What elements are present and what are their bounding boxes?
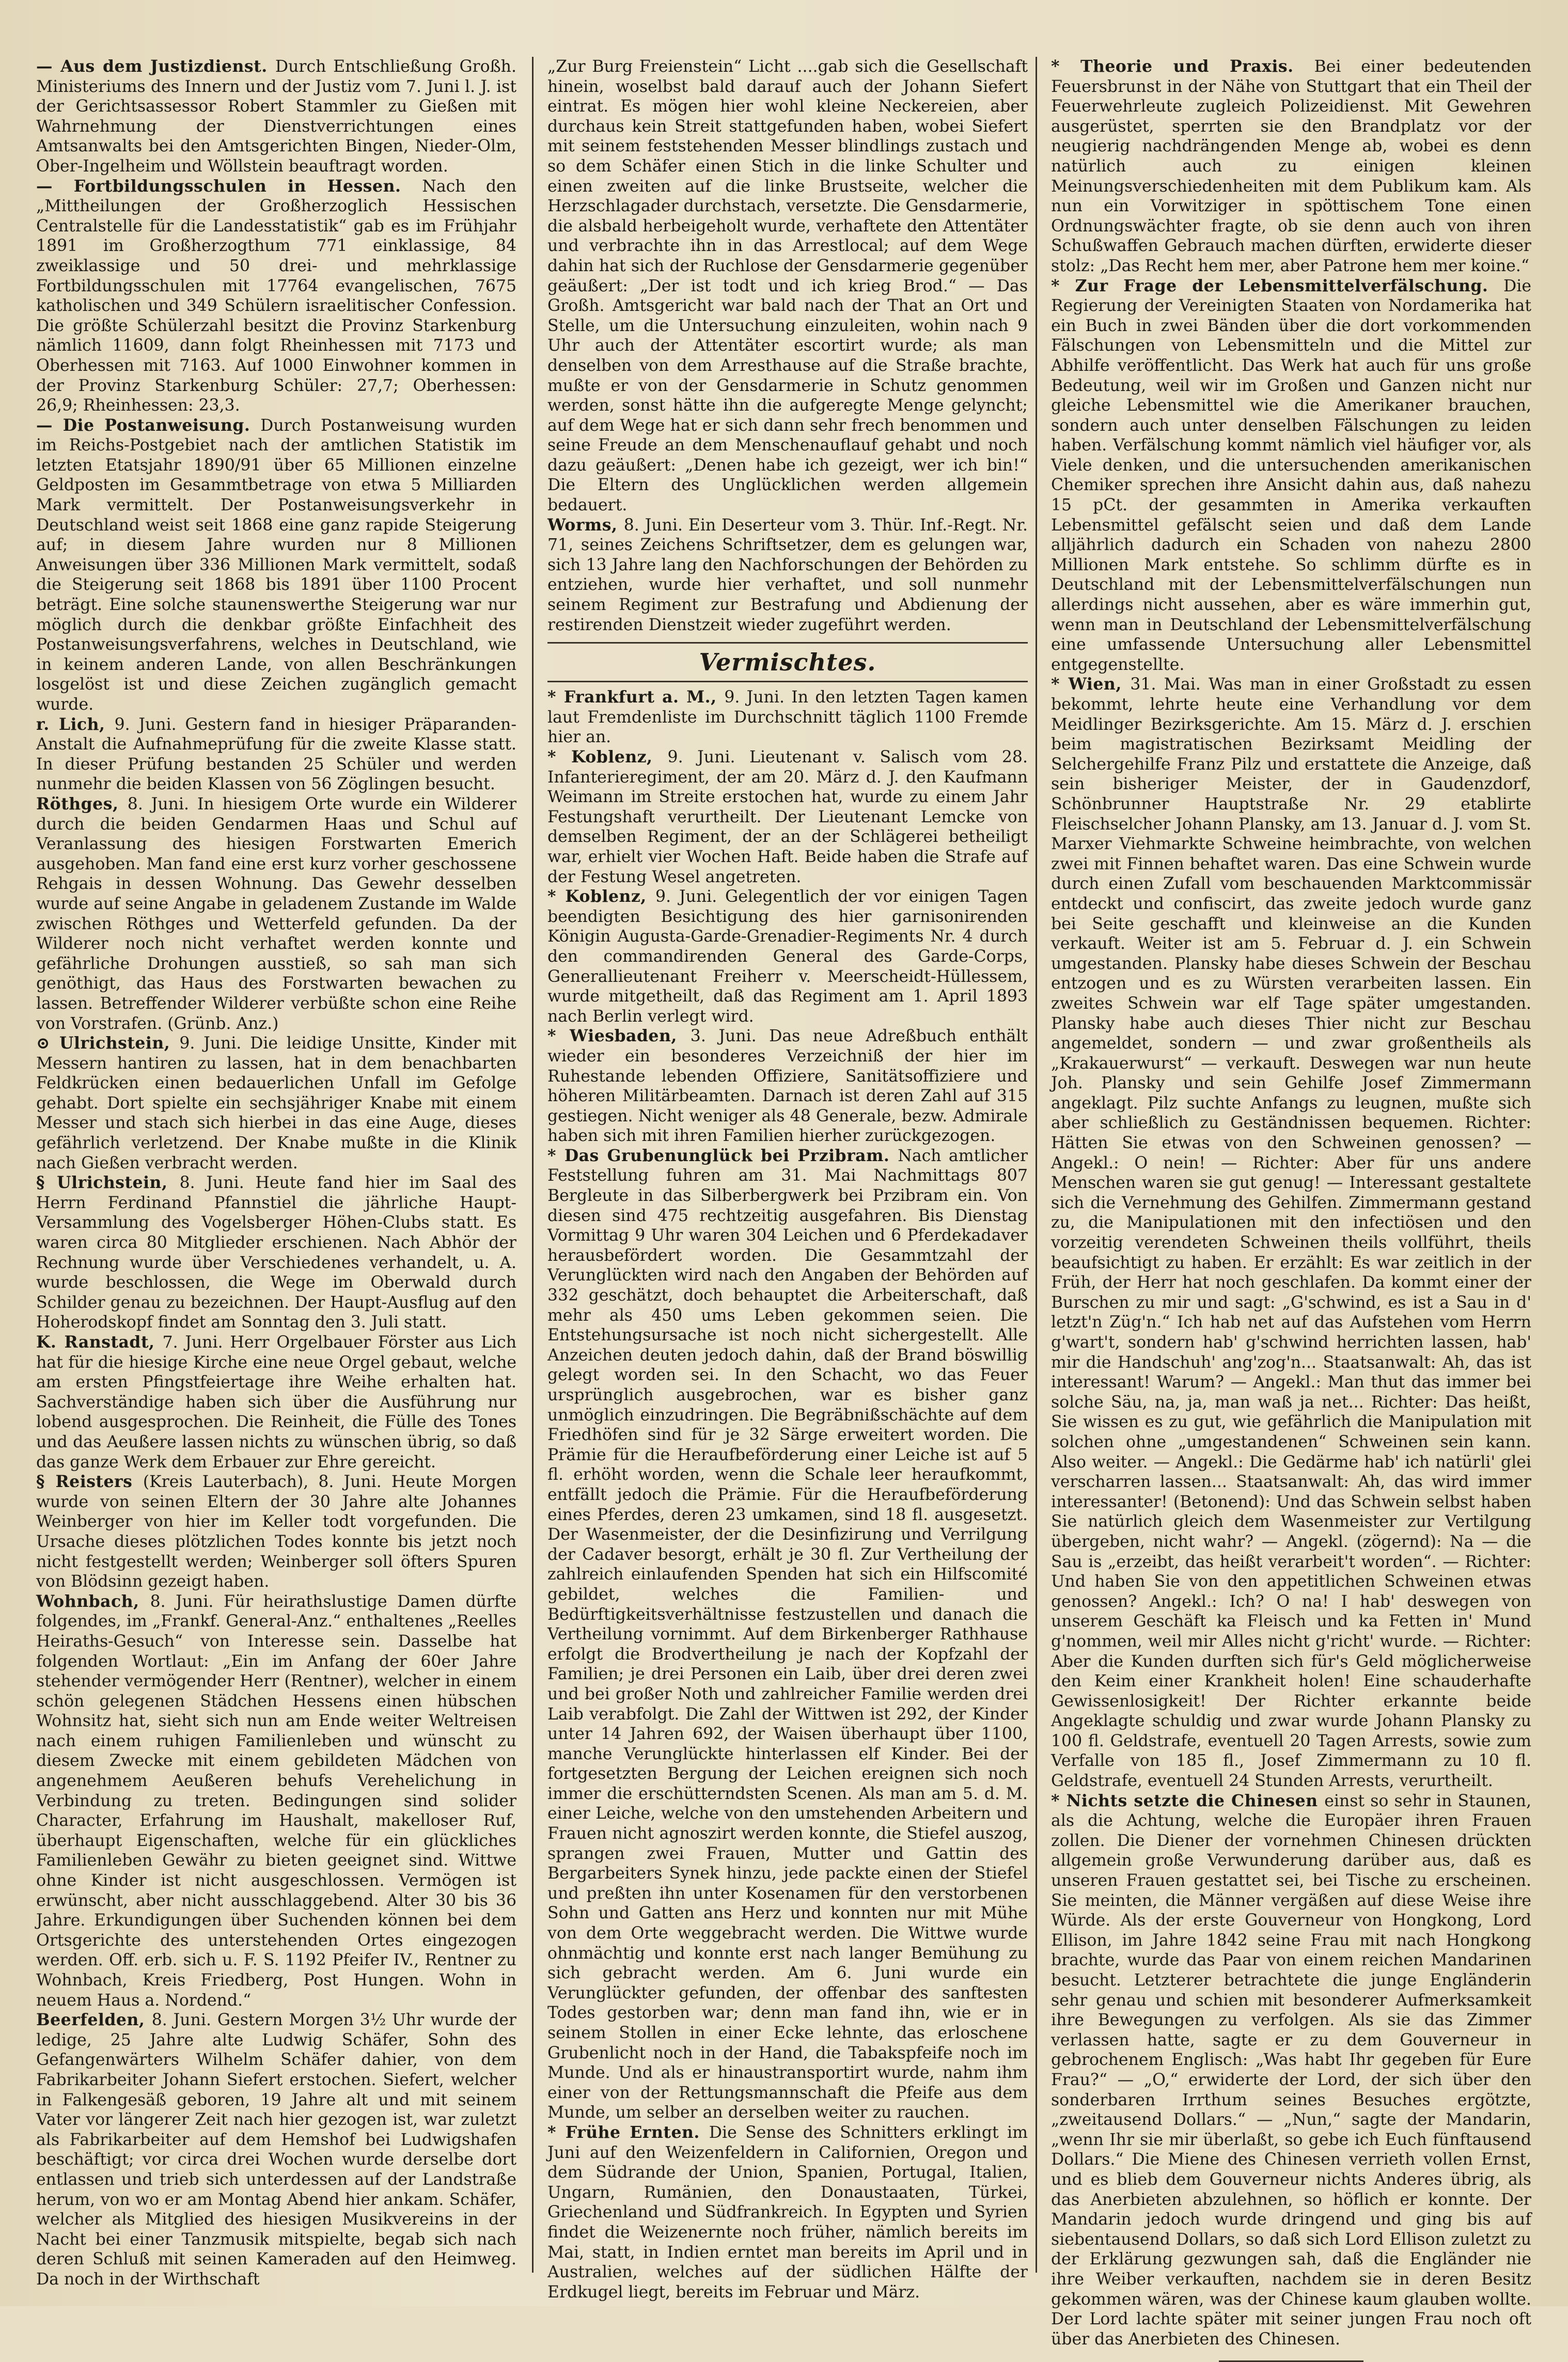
article-heading: * Nichts setzte die Chinesen xyxy=(1051,1791,1325,1810)
article xyxy=(547,515,1028,635)
article-text: 8. Juni. Heute fand hier im Saal des Herrn Ferdinand Pfannstiel die jährliche Haupt-Versammlung des Vogelsberger Höhen-Clubs statt. Es waren circa 80 Mitglieder erschienen. Nach Abhör der Rechnung wurde über Verschiedenes verhandelt, u. A. wurde beschlossen, die Wege im Oberwald durch Schilder genau zu bezeichnen. Der Haupt-Ausflug auf den Hoherodskopf findet am Sonntag den 3. Juli statt. xyxy=(36,1174,516,1332)
article-heading: * Das Grubenunglück bei Przibram. xyxy=(547,1146,898,1165)
article xyxy=(36,2010,516,2289)
article-heading: — Aus dem Justizdienst. xyxy=(36,57,275,76)
article-heading: * Frühe Ernten. xyxy=(547,2122,709,2142)
article xyxy=(36,57,516,177)
article-text: 9. Juni. In den letzten Tagen kamen laut Fremdenliste im Durchschnitt täglich 1100 Fremde hier an. xyxy=(547,688,1028,747)
article xyxy=(1051,276,1531,675)
article-text: Nach amtlicher Feststellung fuhren am 31. Mai Nachmittags 807 Bergleute in das Silberbergwerk bei Przibram ein. Von diesen sind 475 rechtzeitig ausgefahren. Bis Dienstag Vormittag 9 Uhr waren 304 Leichen und 6 Pferdekadaver herausbefördert worden. Die Gesammtzahl der Verunglückten wird nach den Angaben der Behörden auf 332 geschätzt, doch behauptet die Arbeiterschaft, daß mehr als 450 ums Leben gekommen seien. Die Entstehungsursache ist noch nicht sichergestellt. Alle Anzeichen deuten jedoch dahin, daß der Brand böswillig gelegt worden sei. In den Schacht, wo das Feuer ursprünglich ausgebrochen, war es bisher ganz unmöglich einzudringen. Die Begräbnißschächte auf dem Friedhöfen sind für je 32 Särge erweitert worden. Die Prämie für die Heraufbeförderung einer Leiche ist auf 5 fl. erhöht worden, wenn die Schale leer heraufkommt, entfällt jedoch die Prämie. Für die Heraufbeförderung eines Pferdes, deren 23 umkamen, sind 18 fl. ausgesetzt. Der Wasenmeister, der die Desinfizirung und Verrilgung der Cadaver besorgt, erhält je 30 fl. Zur Vertheilung der zahlreich einlaufenden Spenden hat sich ein Hilfscomité gebildet, welches die Familien- und Bedürftigkeitsverhältnisse festzustellen und danach die Vertheilung vornimmt. Auf dem Birkenberger Rathhause erfolgt die Brodvertheilung je nach der Kopfzahl der Familien; je drei Personen ein Laib, über drei deren zwei und bei großer Noth und zahlreicher Familie werden drei Laib verabfolgt. Die Zahl der Wittwen ist 292, der Kinder unter 14 Jahren 692, der Waisen überhaupt über 1100, manche Verunglückte hinterlassen elf Kinder. Bei der fortgesetzten Bergung der Leichen ereignen sich noch immer die erschütterndsten Scenen. Als man am 5. d. M. einer Leiche, welche von den umstehenden Arbeitern und Frauen nicht agnoszirt werden konnte, die Stiefel auszog, sprangen zwei Frauen, Mutter und Gattin des Bergarbeiters Synek hinzu, jede packte einen der Stiefel und preßten ihn unter Kosenamen für den verstorbenen Sohn und Gatten ans Herz und konnten nur mit Mühe von dem Orte weggebracht werden. Die Wittwe wurde ohnmächtig und konnte erst nach langer Bemühung zu sich gebracht werden. Am 6. Juni wurde ein Verunglückter gefunden, der offenbar des sanftesten Todes gestorben war; denn man fand ihn, wie er in seinem Stollen in einer Ecke lehnte, das erloschene Grubenlicht noch in der Hand, die Tabakspfeife noch im Munde. Und als er hinaustransportirt wurde, nahm ihm einer von der Rettungsmannschaft die Pfeife aus dem Munde, um selber an derselben weiter zu rauchen. xyxy=(547,1146,1028,2122)
article xyxy=(36,177,516,416)
article xyxy=(1051,1791,1531,2350)
article-text: 9. Juni. Lieutenant v. Salisch vom 28. Infanterieregiment, der am 20. März d. J. den Kaufmann Weimann im Streite erstochen hat, wurde zu einem Jahr Festungshaft verurtheilt. Der Lieutenant Lemcke von demselben Regiment, der an der Schlägerei betheiligt war, erhielt vier Wochen Haft. Beide haben die Strafe auf der Festung Wesel angetreten. xyxy=(547,748,1028,886)
column-rule-right xyxy=(1036,57,1037,2273)
article-text: 3. Juni. Das neue Adreßbuch enthält wieder ein besonderes Verzeichniß der hier im Ruhestande lebenden Offiziere, Sanitätsoffiziere und höheren Militärbeamten. Darnach ist deren Zahl auf 315 gestiegen. Nicht weniger als 48 Generale, bezw. Admirale haben sich mit ihren Familien hierher zurückgezogen. xyxy=(547,1027,1028,1146)
article xyxy=(36,416,516,715)
article xyxy=(1051,675,1531,1791)
article xyxy=(547,2123,1028,2302)
article-heading: * Frankfurt a. M., xyxy=(547,687,725,707)
article-heading: Wohnbach, xyxy=(36,1591,150,1611)
article-heading: § Ulrichstein, xyxy=(36,1173,180,1193)
column-3 xyxy=(1051,57,1532,2349)
article xyxy=(36,1333,516,1472)
column-1 xyxy=(36,57,517,2289)
article-heading: Beerfelden, xyxy=(36,2010,152,2030)
article-text: Durch Entschließung Großh. Ministeriums des Innern und der Justiz vom 7. Juni l. J. ist der Gerichtsassessor Robert Stammler zu Gießen mit Wahrnehmung der Dienstverrichtungen eines Amtsanwalts bei den Amtsgerichten Bingen, Nieder-Olm, Ober-Ingelheim und Wöllstein beauftragt worden. xyxy=(36,57,516,176)
article xyxy=(547,687,1028,747)
article-text: 8. Juni. In hiesigem Orte wurde ein Wilderer durch die beiden Gendarmen Haas und Schul auf Veranlassung des hiesigen Forstwarten Emerich ausgehoben. Man fand eine erst kurz vorher geschossene Rehgais in dessen Wohnung. Das Gewehr desselben wurde auf seine Angabe in geladenem Zustande im Walde zwischen Röthges und Wetterfeld gefunden. Da der Wilderer noch nicht verhaftet werden konnte und gefährliche Drohungen ausstieß, so sah man sich genöthigt, das Haus des Forstwarten bewachen zu lassen. Betreffender Wilderer verbüßte schon eine Reihe von Vorstrafen. (Grünb. Anz.) xyxy=(36,794,517,1033)
article-text: 8. Juni. Ein Deserteur vom 3. Thür. Inf.-Regt. Nr. 71, seines Zeichens Schriftsetzer, dem es gelungen war, sich 13 Jahre lang den Nachforschungen der Behörden zu entziehen, wurde hier verhaftet, und soll nunmehr seinem Regiment zur Bestrafung und Abdienung der restirenden Dienstzeit wieder zugeführt werden. xyxy=(547,515,1028,634)
article-heading: § Reisters xyxy=(36,1472,143,1492)
article-heading: r. Lich, xyxy=(36,714,115,734)
article-heading: * Koblenz, xyxy=(547,887,656,906)
article-heading: K. Ranstadt, xyxy=(36,1333,163,1352)
article-heading: * Theorie und Praxis. xyxy=(1051,57,1314,76)
article-heading: * Koblenz, xyxy=(547,747,668,767)
article xyxy=(36,794,516,1034)
article-heading: Worms, xyxy=(547,515,624,535)
article-text: 8. Juni. Gestern Morgen 3½ Uhr wurde der ledige, 25 Jahre alte Ludwig Schäfer, Sohn des Gefangenwärters Wilhelm Schäfer dahier, von dem Fabrikarbeiter Johann Siefert erstochen. Siefert, welcher in Falkengesäß geboren, 19 Jahre alt und mit seinem Vater vor längerer Zeit nach hier gezogen ist, war zuletzt als Fabrikarbeiter auf dem Hemshof bei Ludwigshafen beschäftigt; vor circa drei Wochen wurde derselbe dort entlassen und trieb sich unterdessen auf der Landstraße herum, von wo er am Montag Abend hier ankam. Schäfer, welcher als Mitglied des hiesigen Musikvereins in der Nacht bei einer Tanzmusik mitspielte, begab sich nach deren Schluß mit seinen Kameraden auf den Heimweg. Da noch in der Wirthschaft xyxy=(36,2011,516,2289)
article xyxy=(36,715,516,794)
column-rule-left xyxy=(532,57,534,2273)
article xyxy=(36,1173,516,1333)
article-text: Bei einer bedeutenden Feuersbrunst in der Nähe von Stuttgart that ein Theil der Feuerwehrleute zugleich Polizeidienst. Mit Gewehren ausgerüstet, sperrten sie den Brandplatz vor der neugierig nachdrängenden Menge ab, wobei es denn natürlich auch zu einigen kleinen Meinungsverschiedenheiten mit dem Publikum kam. Als nun ein Vorwitziger in spöttischem Tone einen Ordnungswächter fragte, ob sie denn auch von ihren Schußwaffen Gebrauch machen dürften, erwiderte dieser stolz: „Das Recht hem mer, aber Patrone hem mer koine.“ xyxy=(1051,57,1531,275)
article-text: 9. Juni. Gestern fand in hiesiger Präparanden-Anstalt die Aufnahmeprüfung für die zweite Klasse statt. In dieser Prüfung bestanden 25 Schüler und werden nunmehr die beiden Klassen von 56 Zöglingen besucht. xyxy=(36,715,516,794)
article-heading: ⊙ Ulrichstein, xyxy=(36,1034,180,1053)
article-heading: — Die Postanweisung. xyxy=(36,415,261,435)
article-text: (Kreis Lauterbach), 8. Juni. Heute Morgen wurde von seinen Eltern der 30 Jahre alte Johannes Weinberger von hier im Keller todt vorgefunden. Die Ursache dieses plötzlichen Todes konnte bis jetzt noch nicht festgestellt werden; Weinberger soll öfters Spuren von Blödsinn gezeigt haben. xyxy=(36,1473,516,1591)
article-heading: * Wien, xyxy=(1051,675,1131,694)
article xyxy=(547,57,1028,515)
article xyxy=(1051,57,1531,276)
article xyxy=(547,747,1028,887)
article-text: Die Regierung der Vereinigten Staaten von Nordamerika hat ein Buch in zwei Bänden über die dort vorkommenden Fälschungen von Lebensmitteln und die Mittel zur Abhilfe veröffentlicht. Das Werk hat auch für uns große Bedeutung, weil wir im Großen und Ganzen nicht nur gleiche Lebensmittel wie die Amerikaner brauchen, sondern auch unter denselben Fälschungen zu leiden haben. Verfälschung kommt nämlich viel häufiger vor, als Viele denken, und die untersuchenden amerikanischen Chemiker sprechen ihre Ansicht dahin aus, daß nahezu 15 pCt. der gesammten in Amerika verkauften Lebensmittel gefälscht seien und daß dem Lande alljährlich dadurch ein Schaden von nahezu 2800 Millionen Mark entstehe. So schlimm dürfte es in Deutschland mit der Lebensmittelverfälschungen nun allerdings nicht aussehen, aber es wäre immerhin gut, wenn man in Deutschland der Lebensmittelverfälschung eine umfassende Untersuchung aller Lebensmittel entgegenstellte. xyxy=(1051,276,1531,674)
article-heading: * Zur Frage der Lebensmittelverfälschung. xyxy=(1051,276,1504,295)
article xyxy=(547,1026,1028,1146)
article xyxy=(547,1146,1028,2123)
article xyxy=(36,1592,516,2010)
article-text: Durch Postanweisung wurden im Reichs-Postgebiet nach der amtlichen Statistik im letzten Etatsjahr 1890/91 über 65 Millionen einzelne Geldposten im Gesammtbetrage von etwa 5 Milliarden Mark vermittelt. Der Postanweisungsverkehr in Deutschland weist seit 1868 eine ganz rapide Steigerung auf; in diesem Jahre wurden nur 8 Millionen Anweisungen über 336 Millionen Mark vermittelt, sodaß die Steigerung seit 1868 bis 1891 über 1100 Procent beträgt. Eine solche staunenswerthe Steigerung war nur möglich durch die denkbar größte Einfachheit des Postanweisungsverfahrens, welches in Deutschland, wie in keinem anderen Lande, von allen Beschränkungen losgelöst ist und diese Zeichen zugänglich gemacht wurde. xyxy=(36,416,516,714)
article-text: 8. Juni. Für heirathslustige Damen dürfte folgendes, im „Frankf. General-Anz.“ enthaltenes „Reelles Heiraths-Gesuch“ von Interesse sein. Dasselbe hat folgenden Wortlaut: „Ein im Anfang der 60er Jahre stehender vermögender Herr (Rentner), welcher in einem schön gelegenen Städchen Hessens einen hübschen Wohnsitz hat, sieht sich nun am Ende weiter Weltreisen nach einem ruhigen Familienleben und wünscht zu diesem Zwecke mit einem gebildeten Mädchen von angenehmem Aeußeren behufs Verehelichung in Verbindung zu treten. Bedingungen sind solider Character, Erfahrung im Haushalt, makelloser Ruf, überhaupt Eigenschaften, welche für ein glückliches Familienleben Gewähr zu bieten geeignet sind. Wittwe ohne Kinder ist nicht ausgeschlossen. Vermögen ist erwünscht, aber nicht ausschlaggebend. Alter 30 bis 36 Jahre. Erkundigungen über Suchenden können bei dem Ortsgerichte des unterstehenden Ortes eingezogen werden. Off. erb. sich u. F. S. 1192 Pfeifer IV., Rentner zu Wohnbach, Kreis Friedberg, Post Hungen. Wohn in neuem Haus a. Nordend.“ xyxy=(36,1592,516,2010)
article-text: „Zur Burg Freienstein“ Licht ....gab sich die Gesellschaft hinein, woselbst bald darauf auch der Johann Siefert eintrat. Es mögen hier wohl kleine Neckereien, aber durchaus kein Streit stattgefunden haben, wobei Siefert mit seinem feststehenden Messer blindlings zustach und so dem Schäfer einen Stich in die linke Schulter und einen zweiten auf die linke Brustseite, welcher die Herzschlagader durchstach, versetzte. Die Gensdarmerie, die alsbald herbeigeholt wurde, verhaftete den Attentäter und verbrachte ihn in das Arrestlocal; auf dem Wege dahin hat sich der Ruchlose der Gensdarmerie gegenüber geäußert: „Der ist todt und ich krieg Brod.“ — Das Großh. Amtsgericht war bald nach der That an Ort und Stelle, um die Untersuchung einzuleiten, wohin nach 9 Uhr auch der Attentäter escortirt wurde; als man denselben von dem Arresthause auf die Straße brachte, mußte er von der Gensdarmerie in Schutz genommen werden, sonst hätte ihn die aufgeregte Menge gelyncht; auf dem Wege hat er sich dann sehr frech benommen und seine Freude an dem Menschenauflauf gehabt und noch dazu geäußert: „Denen habe ich gezeigt, wer ich bin!“ Die Eltern des Unglücklichen werden allgemein bedauert. xyxy=(547,57,1028,515)
article-heading: * Wiesbaden, xyxy=(547,1026,691,1046)
article-heading: — Fortbildungsschulen in Hessen. xyxy=(36,176,422,196)
article-text: Die Sense des Schnitters erklingt im Juni auf den Weizenfeldern in Californien, Oregon und dem Südrande der Union, Spanien, Portugal, Italien, Ungarn, Rumänien, den Donaustaaten, Türkei, Griechenland und Südfrankreich. In Egypten und Syrien findet die Weizenernte noch früher, nämlich bereits im Mai, statt, in Indien erntet man bereits im April und in Australien, welches auf der südlichen Hälfte der Erdkugel liegt, bereits im Februar und März. xyxy=(547,2123,1028,2302)
article-text: 7. Juni. Herr Orgelbauer Förster aus Lich hat für die hiesige Kirche eine neue Orgel gebaut, welche am ersten Pfingstfeiertage ihre Weihe erhalten hat. Sachverständige haben sich über die Ausführung nur lobend ausgesprochen. Die Reinheit, die Fülle des Tones und das Aeußere lassen nichts zu wünschen übrig, so daß das ganze Werk dem Erbauer zur Ehre gereicht. xyxy=(36,1333,516,1472)
article xyxy=(547,887,1028,1026)
article xyxy=(36,1034,516,1173)
article-text: 31. Mai. Was man in einer Großstadt zu essen bekommt, lehrte heute eine Verhandlung vor dem Meidlinger Bezirksgerichte. Am 15. März d. J. erschien beim magistratischen Bezirksamt Meidling der Selchergehilfe Franz Pilz und erstattete die Anzeige, daß sein bisheriger Meister, der in Gaudenzdorf, Schönbrunner Hauptstraße Nr. 29 etablirte Fleischselcher Johann Plansky, am 13. Januar d. J. vom St. Marxer Viehmarkte Schweine heimbrachte, von welchen zwei mit Finnen behaftet waren. Das eine Schwein wurde durch einen Zufall vom beschauenden Marktcommissär entdeckt und confiscirt, das zweite jedoch wurde ganz bei Seite geschafft und kleinweise an die Kunden verkauft. Weiter ist am 5. Februar d. J. ein Schwein umgestanden. Plansky habe dieses Schwein der Beschau entzogen und es zu Würsten verarbeiten lassen. Ein zweites Schwein war elf Tage später umgestanden. Plansky habe auch dieses Thier nicht zur Beschau angemeldet, sondern — und zwar großentheils als „Krakauerwurst“ — verkauft. Deswegen war nun heute Joh. Plansky und sein Gehilfe Josef Zimmermann angeklagt. Pilz suchte Anfangs zu leugnen, mußte sich aber schließlich zu Geständnissen bequemen. Richter: Hätten Sie etwas von den Schweinen genossen? — Angekl.: O nein! — Richter: Aber für uns andere Menschen waren sie gut genug! — Interessant gestaltete sich die Vernehmung des Gehilfen. Zimmermann gestand zu, die Manipulationen mit den infectiösen und den vorzeitig verendeten Schweinen theils vollführt, theils beaufsichtigt zu haben. Er erzählt: Es war zeitlich in der Früh, der Herr hat noch geschlafen. Da kommt einer der Burschen zu mir und sagt: „G'schwind, es ist a Sau in d' letzt'n Züg'n.“ Ich hab net auf das Aufstehen vom Herrn g'wart't, sondern hab' g'schwind herrichten lassen, hab' mir die Handschuh' ang'zog'n... Staatsanwalt: Ah, das ist interessant! Warum? — Angekl.: Man thut das immer bei solche Säu, na, ja, man waß ja net... Richter: Das heißt, Sie wissen es zu gut, wie gefährlich die Manipulation mit solchen ohne „umgestandenen“ Schweinen sein kann. Also weiter. — Angekl.: Die Gedärme hab' ich natürli' glei verscharren lassen... Staatsanwalt: Ah, das wird immer interessanter! (Betonend): Und das Schwein selbst haben Sie natürlich gleich dem Wasenmeister zur Vertilgung übergeben, nicht wahr? — Angekl. (zögernd): Na — die Sau is „erzeibt, das heißt verarbeit't worden“. — Richter: Und haben Sie von den appetitlichen Schweinen etwas genossen? Angekl.: Ich? O na! I hab' deswegen von unserem Geschäft ka Fleisch und ka Fetten in' Mund g'nommen, weil mir Alles nicht g'richt' wurde. — Richter: Aber die Kunden durften sich für's Geld möglicherweise den Keim einer Krankheit holen! Eine schauderhafte Gewissenlosigkeit! Der Richter erkannte beide Angeklagte schuldig und zwar wurde Johann Plansky zu 100 fl. Geldstrafe, eventuell 20 Tagen Arrests, sowie zum Verfalle von 185 fl., Josef Zimmermann zu 10 fl. Geldstrafe, eventuell 24 Stunden Arrests, verurtheilt. xyxy=(1051,675,1532,1791)
article-text: 9. Juni. Gelegentlich der vor einigen Tagen beendigten Besichtigung des hier garnisonirenden Königin Augusta-Garde-Grenadier-Regiments Nr. 4 durch den commandirenden General des Garde-Corps, Generallieutenant Freiherr v. Meerscheidt-Hüllessem, wurde mitgetheilt, daß das Regiment am 1. April 1893 nach Berlin verlegt wird. xyxy=(547,887,1028,1026)
article-text: einst so sehr in Staunen, als die Achtung, welche die Europäer ihren Frauen zollen. Die Diener der vornehmen Chinesen drückten allgemein große Verwunderung darüber aus, daß es unseren Frauen gestattet sei, bei Tische zu erscheinen. Sie meinten, die Männer vergäßen auf diese Weise ihre Würde. Als der erste Gouverneur von Hongkong, Lord Ellison, im Jahre 1842 seine Frau mit nach Hongkong brachte, wurde das Paar von einem reichen Mandarinen besucht. Letzterer betrachtete die junge Engländerin sehr genau und schien mit besonderer Aufmerksamkeit ihre Bewegungen zu verfolgen. Als sie das Zimmer verlassen hatte, sagte er zu dem Gouverneur in gebrochenem Englisch: „Was habt Ihr gegeben für Eure Frau?“ — „O,“ erwiderte der Lord, der sich über den sonderbaren Irrthum seines Besuches ergötzte, „zweitausend Dollars.“ — „Nun,“ sagte der Mandarin, „wenn Ihr sie mir überlaßt, so gebe ich Euch fünftausend Dollars.“ Die Miene des Chinesen verrieth vollen Ernst, und es blieb dem Gouverneur nichts Anderes übrig, als das Anerbieten abzulehnen, so höflich er konnte. Der Mandarin jedoch wurde dringend und ging bis auf siebentausend Dollars, so daß sich Lord Ellison zuletzt zu der Erklärung gezwungen sah, daß die Engländer nie ihre Weiber verkauften, nachdem sie in deren Besitz gekommen wären, was der Chinese kaum glauben wollte. Der Lord lachte später mit seiner jungen Frau noch oft über das Anerbieten des Chinesen. xyxy=(1051,1791,1531,2349)
article-heading: Röthges, xyxy=(36,794,128,814)
column-2 xyxy=(547,57,1028,2302)
article-text: 9. Juni. Die leidige Unsitte, Kinder mit Messern hantiren zu lassen, hat in dem benachbarten Feldkrücken einen bedauerlichen Unfall im Gefolge gehabt. Dort spielte ein sechsjähriger Knabe mit einem Messer und stach sich hierbei in das eine Auge, dieses gefährlich verletzend. Der Knabe mußte in die Klinik nach Gießen verbracht werden. xyxy=(36,1034,516,1172)
article-text: Nach den „Mittheilungen der Großherzoglich Hessischen Centralstelle für die Landesstatistik“ gab es im Frühjahr 1891 im Großherzogthum 771 einklassige, 84 zweiklassige und 50 drei- und mehrklassige Fortbildungsschulen mit 17764 evangelischen, 7675 katholischen und 349 Schülern israelitischer Confession. Die größte Schülerzahl besitzt die Provinz Starkenburg nämlich 11609, dann folgt Rheinhessen mit 7173 und Oberhessen mit 7163. Auf 1000 Einwohner kommen in der Provinz Starkenburg Schüler: 27,7; Oberhessen: 26,9; Rheinhessen: 23,3. xyxy=(36,177,516,415)
article xyxy=(36,1472,516,1592)
section-heading: Vermischtes. xyxy=(547,642,1028,682)
